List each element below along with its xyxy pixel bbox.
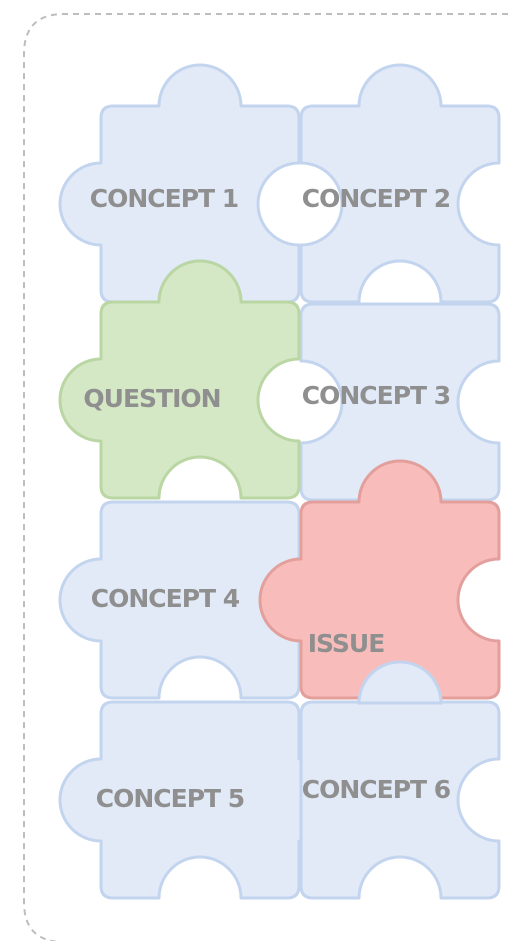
concept-4-label: CONCEPT 4 [90,584,240,613]
concept-6-piece [301,702,499,898]
issue-label: ISSUE [307,629,385,658]
concept-6-label: CONCEPT 6 [301,775,451,804]
concept-1-label: CONCEPT 1 [89,184,239,213]
question-label: QUESTION [83,384,221,413]
concept-2-label: CONCEPT 2 [301,184,451,213]
concept-2-piece [301,65,499,302]
concept-5-label: CONCEPT 5 [95,784,245,813]
concept-3-label: CONCEPT 3 [301,381,451,410]
concept-5-piece [60,702,340,898]
